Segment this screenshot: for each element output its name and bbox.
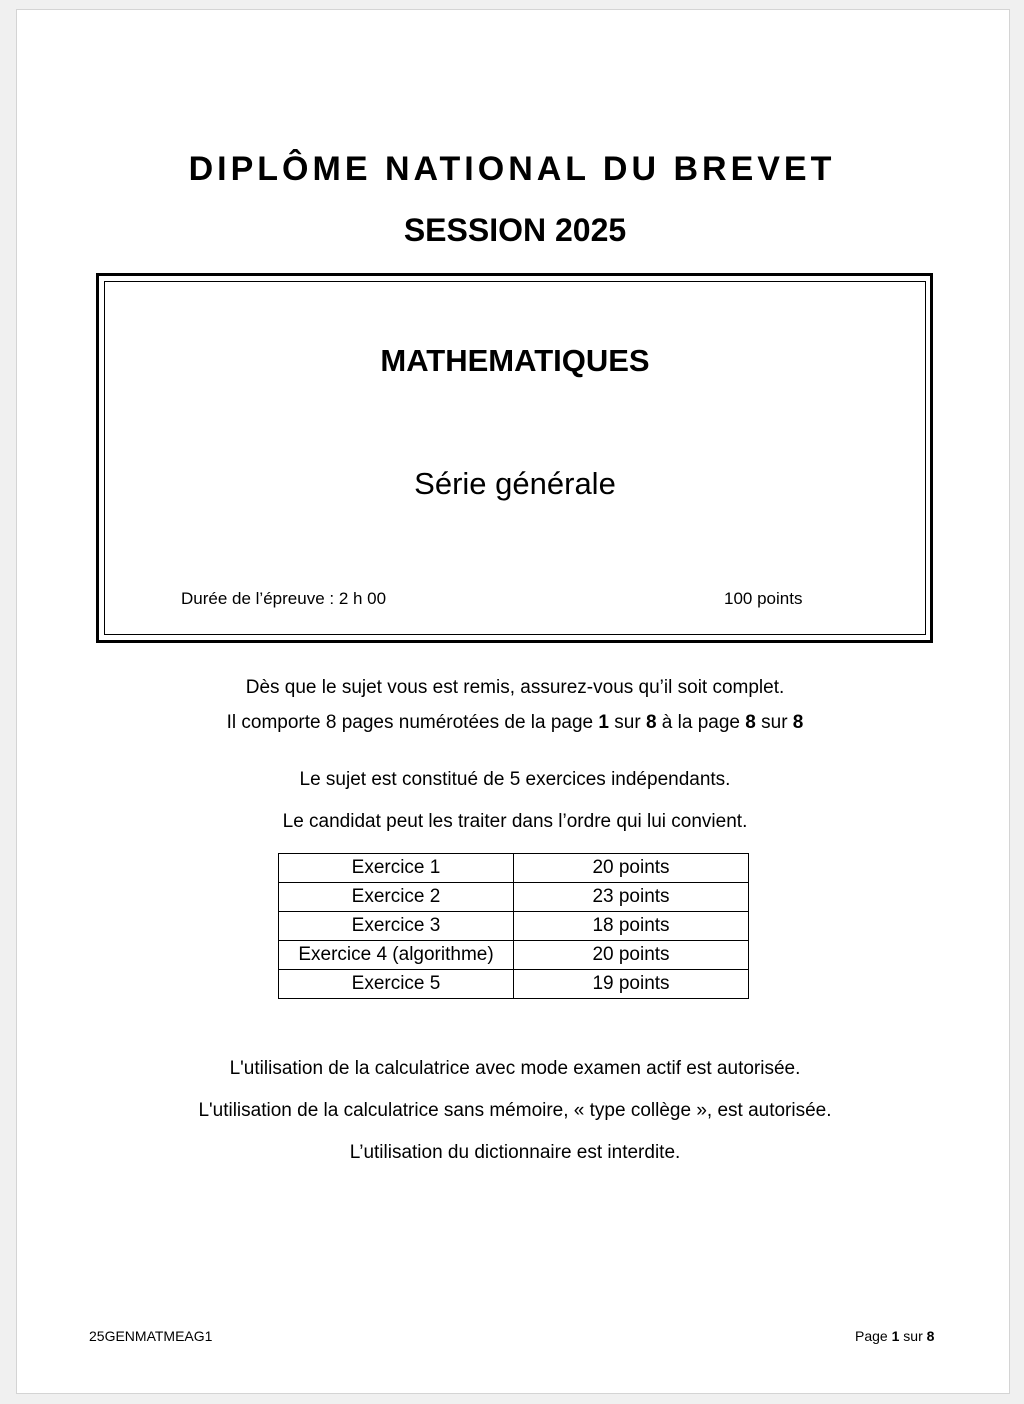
page-count-first-page: 1 — [598, 712, 609, 733]
exercise-points-cell: 19 points — [514, 970, 749, 999]
table-row — [279, 854, 749, 883]
exercise-name-cell: Exercice 5 — [279, 970, 514, 999]
exam-title: DIPLÔME NATIONAL DU BREVET — [188, 150, 836, 188]
table-row — [279, 912, 749, 941]
page-number-total: 8 — [926, 1328, 935, 1344]
subject-box-inner-border — [104, 281, 926, 635]
completeness-notice: Dès que le sujet vous est remis, assurez-vous qu’il soit complet. — [245, 677, 785, 698]
exercise-name-cell: Exercice 1 — [279, 854, 514, 883]
page-count-last-page: 8 — [745, 712, 756, 733]
exercise-points-cell: 20 points — [514, 854, 749, 883]
page-count-total-2: 8 — [792, 712, 804, 733]
page-number-current: 1 — [891, 1328, 900, 1344]
calculator-exam-mode-rule: L'utilisation de la calculatrice avec mode examen actif est autorisée. — [229, 1058, 801, 1079]
dictionary-rule: L’utilisation du dictionnaire est interdite. — [349, 1142, 681, 1163]
exercise-name-cell: Exercice 4 (algorithme) — [279, 941, 514, 970]
series-label: Série générale — [414, 466, 616, 501]
exercise-points-cell: 18 points — [514, 912, 749, 941]
exercise-name-cell: Exercice 2 — [279, 883, 514, 912]
page-count-text-4: sur — [755, 712, 793, 733]
page-number-prefix: Page — [855, 1328, 892, 1344]
page-count-text-2: sur — [608, 712, 646, 733]
subject-title: MATHEMATIQUES — [380, 343, 650, 378]
total-points: 100 points — [724, 589, 803, 608]
calculator-no-memory-rule: L'utilisation de la calculatrice sans mémoire, « type collège », est autorisée. — [198, 1100, 832, 1121]
page-count-text-1: Il comporte 8 pages numérotées de la page — [226, 712, 599, 733]
session-title: SESSION 2025 — [403, 212, 627, 248]
page-count-notice — [0, 712, 1024, 734]
exercise-points-table — [278, 853, 749, 999]
table-row — [279, 941, 749, 970]
table-row — [279, 970, 749, 999]
exercise-count-notice: Le sujet est constitué de 5 exercices indépendants. — [299, 769, 731, 790]
exercise-name-cell: Exercice 3 — [279, 912, 514, 941]
exercise-points-cell: 20 points — [514, 941, 749, 970]
document-code: 25GENMATMEAG1 — [89, 1328, 213, 1344]
page-number-separator: sur — [899, 1328, 927, 1344]
exam-duration: Durée de l’épreuve : 2 h 00 — [181, 589, 387, 608]
table-row — [279, 883, 749, 912]
exercise-points-cell: 23 points — [514, 883, 749, 912]
page-number — [855, 1328, 934, 1344]
order-notice: Le candidat peut les traiter dans l’ordre qui lui convient. — [282, 811, 748, 832]
page-count-text-3: à la page — [656, 712, 746, 733]
page-count-total-1: 8 — [645, 712, 657, 733]
